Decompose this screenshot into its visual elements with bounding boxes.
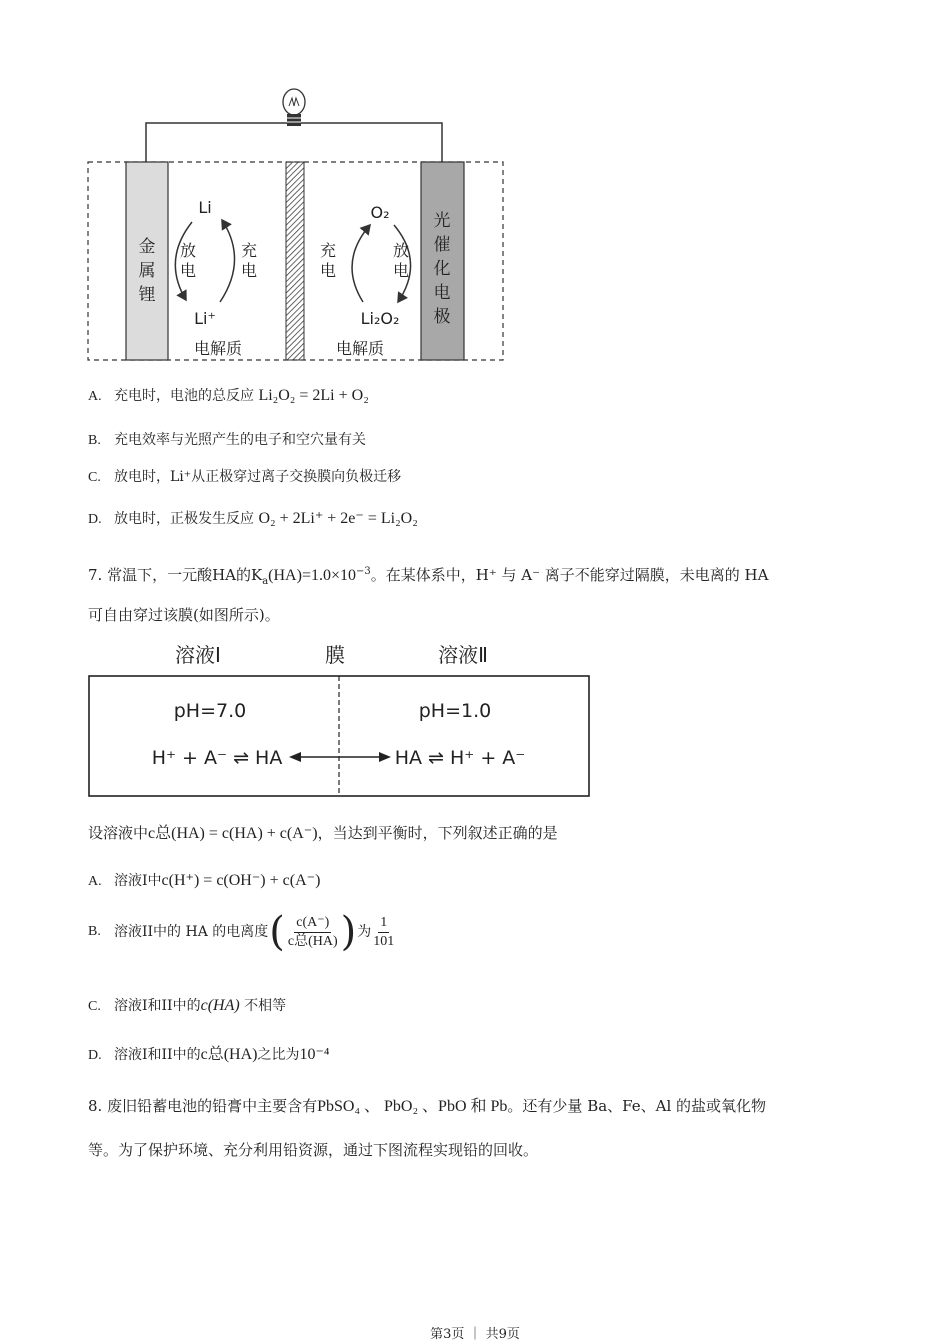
setup-suffix: ，当达到平衡时，下列叙述正确的是 (317, 824, 558, 842)
q6-option-d (88, 508, 418, 531)
left-arc-left-label: 放电 (179, 241, 197, 280)
option-formula: c(H⁺) = c(OH⁻) + c(A⁻) (161, 872, 321, 889)
solution-1-label: 溶液Ⅰ (175, 643, 221, 667)
q7-stem-start: 7. 常温下，一元酸HA的K (88, 566, 263, 584)
option-tail: 不相等 (244, 998, 287, 1014)
ion-exchange-membrane (286, 162, 304, 360)
option-tail: 之比为 (257, 1047, 300, 1063)
option-text: 溶液I中 (114, 873, 162, 889)
q6-option-b (88, 429, 366, 452)
left-bottom-species: Li⁺ (194, 309, 216, 328)
left-paren: ( (269, 909, 285, 955)
q7-option-b (88, 909, 396, 955)
option-label: D. (88, 512, 102, 527)
q8-line1 (88, 1094, 766, 1119)
option-label: B. (88, 433, 101, 448)
setup-prefix: 设溶液中 (88, 824, 149, 842)
page-footer: 第3页 ｜ 共9页 (430, 1327, 520, 1342)
q7-setup (88, 821, 558, 846)
membrane-diagram (85, 638, 595, 803)
q7-stem-tail: 。在某体系中，H⁺ 与 A⁻ 离子不能穿过隔膜，未电离的 HA (370, 566, 769, 584)
q7-stem-line2: 可自由穿过该膜(如图所示)。 (88, 606, 280, 624)
option-formula: Li₂O₂ = 2Li + O₂ (258, 387, 369, 404)
left-arc-right-label: 充电 (240, 241, 258, 280)
right-arc-right-label: 放电 (392, 241, 410, 280)
option-formula: c总(HA) (200, 1046, 258, 1063)
ionization-fraction (286, 914, 340, 951)
value-numerator: 1 (378, 914, 389, 933)
charge-arrow-left (220, 220, 235, 302)
q7-option-d (88, 1044, 330, 1067)
option-value: 10⁻⁴ (299, 1046, 330, 1063)
double-arrow-icon (289, 752, 391, 762)
value-denominator: 101 (373, 933, 395, 949)
fraction-numerator: c(A⁻) (294, 914, 331, 933)
equilibrium-left: H⁺ + A⁻ ⇌ HA (151, 747, 283, 769)
option-text: 放电时，正极发生反应 (114, 511, 254, 527)
q8-suffix: 。还有少量 Ba、Fe、Al 的盐或氧化物 (507, 1097, 767, 1115)
q7-option-a (88, 870, 320, 893)
electrolyte-right: 电解质 (335, 339, 385, 358)
ka-exponent: −3 (355, 566, 371, 577)
option-label: A. (88, 874, 102, 889)
setup-formula: c总(HA) = c(HA) + c(A⁻) (148, 825, 318, 842)
ka-subscript: a (262, 576, 269, 587)
circuit-wire (146, 123, 442, 162)
q6-option-a (88, 385, 369, 408)
right-top-species: O₂ (370, 203, 390, 222)
option-label: D. (88, 1048, 102, 1063)
ph-left: pH=7.0 (173, 700, 247, 722)
right-bottom-species: Li₂O₂ (360, 309, 400, 328)
option-text: 放电时，Li⁺从正极穿过离子交换膜向负极迁移 (114, 469, 402, 485)
option-text: 充电效率与光照产生的电子和空穴量有关 (114, 432, 366, 448)
option-text: 溶液II中的 HA 的电离度 (114, 924, 269, 940)
fraction-denominator: c总(HA) (287, 933, 338, 949)
equilibrium-right: HA ⇌ H⁺ + A⁻ (394, 747, 526, 769)
option-label: B. (88, 924, 101, 939)
left-top-species: Li (198, 198, 212, 217)
option-label: A. (88, 389, 102, 404)
lithium-electrode-label: 金属锂 (138, 237, 156, 305)
q7-option-c (88, 995, 286, 1018)
electrolyte-left: 电解质 (193, 339, 243, 358)
option-text: 充电时，电池的总反应 (114, 388, 254, 404)
solution-2-label: 溶液Ⅱ (438, 643, 488, 667)
q8-formula: PbSO₄ 、 PbO₂ 、PbO 和 Pb (317, 1098, 508, 1115)
charge-arrow-right (352, 225, 370, 302)
q8-line2: 等。为了保护环境、充分利用铅资源，通过下图流程实现铅的回收。 (88, 1141, 539, 1159)
light-bulb-icon (283, 89, 305, 126)
battery-diagram (80, 80, 520, 370)
option-text: 溶液I和II中的 (114, 998, 201, 1014)
right-arc-left-label: 充电 (319, 241, 337, 280)
photocatalytic-electrode-label: 光催化电极 (433, 211, 451, 327)
option-label: C. (88, 999, 101, 1014)
membrane-label: 膜 (325, 643, 345, 667)
value-fraction (371, 914, 396, 951)
q7-stem-line1 (88, 560, 768, 594)
q6-option-c (88, 466, 401, 489)
ph-right: pH=1.0 (418, 700, 492, 722)
q8-prefix: 8. 废旧铅蓄电池的铅膏中主要含有 (88, 1097, 318, 1115)
option-text: 溶液I和II中的 (114, 1047, 201, 1063)
option-tail: 为 (357, 924, 372, 940)
option-label: C. (88, 470, 101, 485)
ka-value: (HA)=1.0×10 (268, 567, 356, 584)
option-formula: O₂ + 2Li⁺ + 2e⁻ = Li₂O₂ (258, 510, 418, 527)
option-formula: c(HA) (200, 997, 240, 1014)
right-paren: ) (340, 909, 357, 955)
